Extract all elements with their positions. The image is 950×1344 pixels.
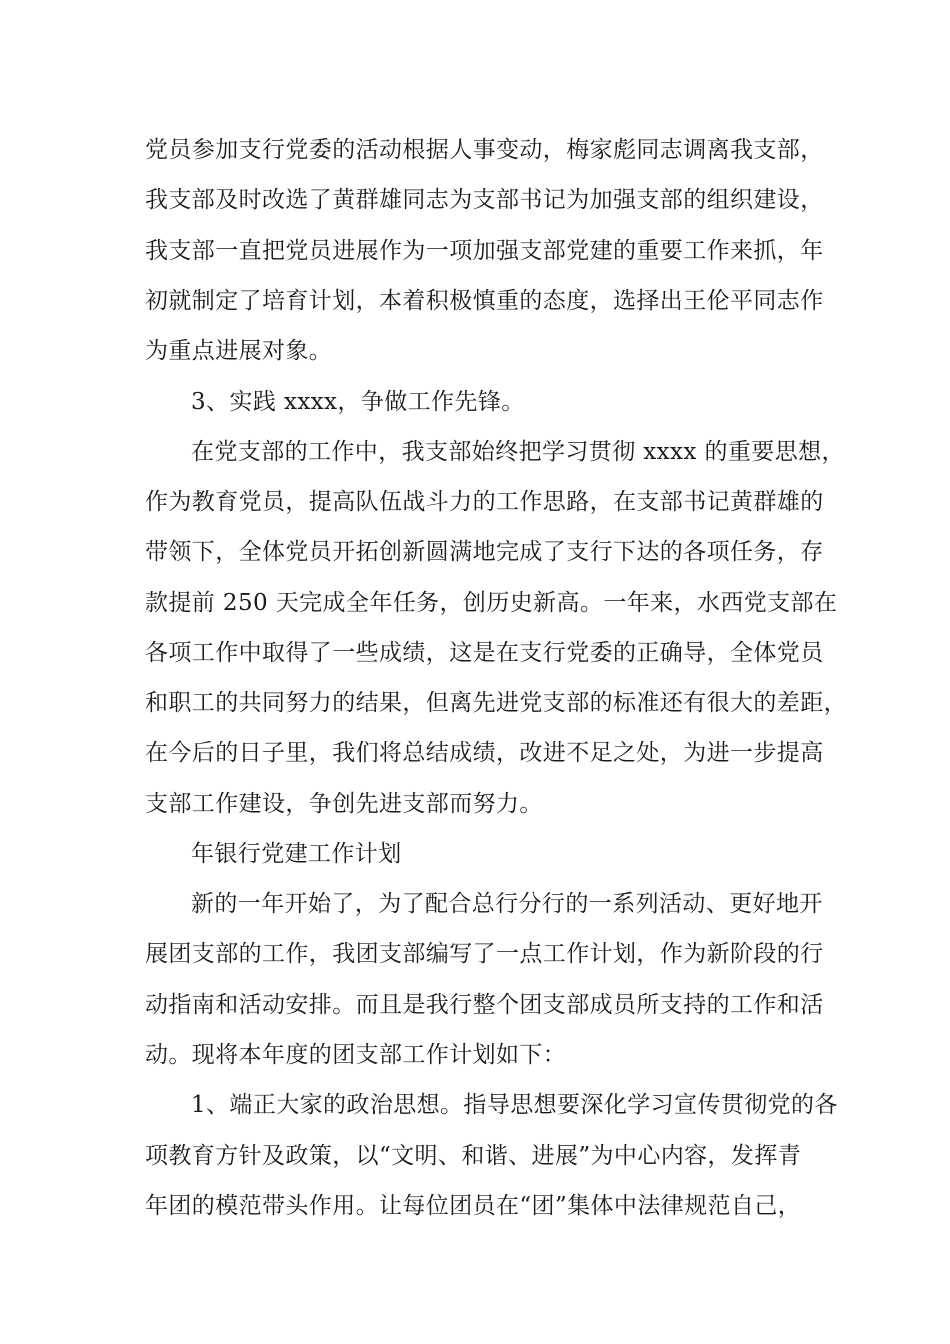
text-line-9: 带领下，全体党员开拓创新圆满地完成了支行下达的各项任务，存 bbox=[145, 539, 824, 565]
text-line-21: 项教育方针及政策，以“文明、和谐、进展”为中心内容，发挥青 bbox=[145, 1143, 802, 1169]
section-heading-3: 3、实践 xxxx，争做工作先锋。 bbox=[191, 389, 525, 415]
text-line-22: 年团的模范带头作用。让每位团员在“团”集体中法律规范自己， bbox=[145, 1193, 802, 1219]
text-line-5: 为重点进展对象。 bbox=[145, 338, 333, 364]
text-line-13: 在今后的日子里，我们将总结成绩，改进不足之处，为进一步提高 bbox=[145, 740, 824, 766]
text-line-20: 1、端正大家的政治思想。指导思想要深化学习宣传贯彻党的各 bbox=[191, 1092, 838, 1118]
text-line-2: 我支部及时改选了黄群雄同志为支部书记为加强支部的组织建设， bbox=[145, 187, 824, 213]
text-line-1: 党员参加支行党委的活动根据人事变动，梅家彪同志调离我支部， bbox=[145, 137, 824, 163]
text-line-19: 动。现将本年度的团支部工作计划如下： bbox=[145, 1042, 567, 1068]
text-line-10: 款提前 250 天完成全年任务，创历史新高。一年来，水西党支部在 bbox=[145, 590, 838, 616]
text-line-18: 动指南和活动安排。而且是我行整个团支部成员所支持的工作和活 bbox=[145, 992, 824, 1018]
text-line-11: 各项工作中取得了一些成绩，这是在支行党委的正确导，全体党员 bbox=[145, 640, 824, 666]
text-line-4: 初就制定了培育计划，本着积极慎重的态度，选择出王伦平同志作 bbox=[145, 288, 824, 314]
text-line-17: 展团支部的工作，我团支部编写了一点工作计划，作为新阶段的行 bbox=[145, 941, 824, 967]
text-line-8: 作为教育党员，提高队伍战斗力的工作思路，在支部书记黄群雄的 bbox=[145, 489, 824, 515]
section-title: 年银行党建工作计划 bbox=[191, 841, 402, 867]
text-line-14: 支部工作建设，争创先进支部而努力。 bbox=[145, 791, 543, 817]
text-line-16: 新的一年开始了，为了配合总行分行的一系列活动、更好地开 bbox=[191, 891, 823, 917]
text-line-7: 在党支部的工作中，我支部始终把学习贯彻 xxxx 的重要思想， bbox=[191, 439, 845, 465]
text-line-12: 和职工的共同努力的结果，但离先进党支部的标准还有很大的差距， bbox=[145, 690, 847, 716]
text-line-3: 我支部一直把党员进展作为一项加强支部党建的重要工作来抓，年 bbox=[145, 238, 824, 264]
